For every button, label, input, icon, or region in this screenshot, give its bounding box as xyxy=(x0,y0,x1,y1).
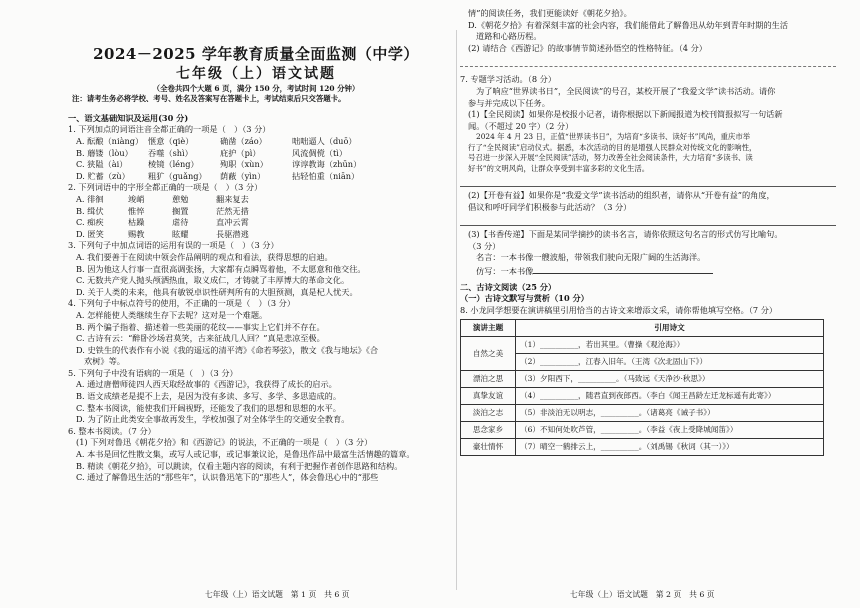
q6-stem: 6. 整本书阅读。（7 分） xyxy=(68,425,156,436)
imitate-line xyxy=(460,264,836,278)
theme-cell: 漂泊之思 xyxy=(461,371,516,388)
table-header-poem: 引用诗文 xyxy=(516,320,824,337)
exam-title: 2024－2025 学年教育质量全面监测（中学） xyxy=(93,45,419,63)
q3-option: D. 关于人类的未来，他具有敏锐卓识性研判所有的大胆预测，真是杞人忧天。 xyxy=(76,286,358,297)
table-row xyxy=(461,371,824,388)
q7-intro: 为了响应“世界读书日”，全民阅读”的号召，某校开展了“我爱文学”读书活动。请你 xyxy=(476,85,776,96)
q5-option: C. 整本书阅读，能使我们开阔视野，还能发了我们的思想和思想的水平。 xyxy=(76,402,341,413)
q1-option-row: C. 狭隘（ài） 棱镜（léng） 殉职（xùn） 谆谆教诲（zhūn） xyxy=(76,159,362,170)
q2-stem: 2. 下列词语中的字形全都正确的一项是（ ）（3 分） xyxy=(68,182,263,193)
poem-cell: （7）晴空一鹤排云上，__________。（刘禹锡《秋词（其一）》） xyxy=(516,439,824,456)
theme-cell: 自然之美 xyxy=(461,337,516,371)
q1-option-row: B. 蘑镂（lòu） 吞噬（shì） 庇护（pì） 风流倜傥（tì） xyxy=(76,147,348,158)
q7-3-stem-continued: （3 分） xyxy=(468,240,501,251)
answer-line xyxy=(460,66,836,68)
imitate-prompt: 仿写：一本书像 xyxy=(476,265,534,276)
q5-stem: 5. 下列句子中没有语病的一项是（ ）（3 分） xyxy=(68,367,238,378)
q3-stem: 3. 下列句子中加点词语的运用有误的一项是（ ）（3 分） xyxy=(68,240,279,251)
q7-1-stem: (1)【全民阅读】如果你是校报小记者，请你根据以下新闻报道为校刊简报拟写一句话新 xyxy=(468,109,783,120)
q7-intro-continued: 参与并完成以下任务。 xyxy=(468,97,550,108)
q4-option: C. 古诗有云：“醉卧沙场君莫笑，古来征战几人回？”真是悲凉至极。 xyxy=(76,333,325,344)
news-passage-line: 好书”的文明风尚，让群众享受到丰富多彩的文化生活。 xyxy=(468,163,650,173)
answer-line xyxy=(460,225,836,226)
imitate-blank xyxy=(533,264,713,274)
poem-table xyxy=(460,319,824,456)
exam-subject-title: 七年级（上）语文试题 xyxy=(176,66,336,82)
poem-cell: （6）不知何处吹芦管，__________。（李益《夜上受降城闻笛》） xyxy=(516,422,824,439)
table-row xyxy=(461,405,824,422)
q7-2-stem: (2)【开卷有益】如果你是“我爱文学”读书活动的组织者，请你从“开卷有益”的角度， xyxy=(468,189,775,200)
q4-option: B. 两个骗子指着、描述着一些美丽的花纹——事实上它们并不存在。 xyxy=(76,321,325,332)
q7-stem: 7. 专题学习活动。（8 分） xyxy=(460,74,557,85)
q5-option: A. 通过唐僧师徒四人西天取经故事的《西游记》，我获得了成长的启示。 xyxy=(76,379,337,390)
q1-option-row: A. 酝酿（niàng） 惬意（qiè） 确凿（záo） 咄咄逼人（duō） xyxy=(76,136,357,146)
q6-option-continued: 情”的阅读任务，我们更能读好《朝花夕拾》。 xyxy=(468,8,632,18)
q6-option-d-continued: 道路和心路历程。 xyxy=(476,31,542,42)
poem-cell: （5）非淡泊无以明志，__________。（诸葛亮《诫子书》） xyxy=(516,405,824,422)
table-row xyxy=(461,354,824,371)
q4-option-continued: 欢树》等。 xyxy=(84,356,125,367)
q4-stem: 4. 下列句子中标点符号的使用，不正确的一项是（ ）（3 分） xyxy=(68,298,296,309)
page-2-footer: 七年级（上）语文试题 第 2 页 共 6 页 xyxy=(570,590,715,599)
table-header-row xyxy=(461,320,824,337)
exam-notice: 注：请考生务必将学校、考号、姓名及答案写在答题卡上，考试结束后只交答题卡。 xyxy=(72,94,346,104)
q2-option-row: A. 徘徊 竣峭 憩勉 翻来复去 xyxy=(76,193,249,204)
q3-option: B. 因为他这人行事一直很高调张扬，大家都有点瞬骂着他，不太愿意和他交往。 xyxy=(76,263,366,274)
theme-cell: 淡泊之志 xyxy=(461,405,516,422)
page-divider xyxy=(456,30,457,590)
section-1-heading: 一、语文基础知识及运用(30 分) xyxy=(68,112,189,123)
q6-option-d: D.《朝花夕拾》有着深刻丰富的社会内容，我们能借此了解鲁迅从幼年到青年时期的生活 xyxy=(468,19,789,30)
q3-option: C. 无数共产党人抛头颅洒热血，取义成仁，才铸就了丰厚博大的革命文化。 xyxy=(76,275,350,286)
q2-option-row: C. 痴疾 枯躁 虐待 直冲云霄 xyxy=(76,217,249,228)
q3-option: A. 我们要善于在阅读中领会作品阐明的观点和看法，获得思想的启迪。 xyxy=(76,251,333,262)
table-row xyxy=(461,422,824,439)
q8-stem: 8. 小龙同学想要在演讲稿里引用恰当的古诗文来增添文采，请你帮他填写空格。（7 分） xyxy=(460,304,778,315)
theme-cell: 豪壮情怀 xyxy=(461,439,516,456)
poem-cell: （4）__________，随君直到夜郎西。（李白《闻王昌龄左迁龙标遥有此寄》） xyxy=(516,388,824,405)
page-1-footer: 七年级（上）语文试题 第 1 页 共 6 页 xyxy=(205,590,350,599)
theme-cell: 思念家乡 xyxy=(461,422,516,439)
section-2-heading: 二、古诗文阅读（25 分） xyxy=(460,281,557,292)
q1-stem: 1. 下列加点的词语注音全都正确的一项是（ ）（3 分） xyxy=(68,124,271,135)
table-row xyxy=(461,337,824,354)
q2-option-row: B. 缉伏 惟悴 搁置 茫然无措 xyxy=(76,205,249,216)
section-2-sub-heading: （一）古诗文默写与赏析（10 分） xyxy=(460,293,589,304)
quote-line: 名言：一本书像一艘波船，带领我们驶向无限广阔的生活海洋。 xyxy=(476,252,706,263)
news-passage-line: 号召进一步深入开展“全民阅读”活动，努力改善全社会阅读条件，大力培育“多读书、读 xyxy=(468,153,753,163)
page-2 xyxy=(460,0,860,608)
q2-option-row: D. 匿笑 赐教 眩耀 長驱潜逃 xyxy=(76,228,249,239)
news-passage-line: 行了“全民阅读”启动仪式。据悉，本次活动的目的是增强人民群众对传统文化的影响性， xyxy=(468,142,757,152)
theme-cell: 真挚友谊 xyxy=(461,388,516,405)
poem-cell: （2）__________，江春入旧年。（王湾《次北固山下》） xyxy=(516,354,824,371)
poem-cell: （1）__________，若出其里。（曹操《观沧海》） xyxy=(516,337,824,354)
q7-2-stem-continued: 倡议和呼吁同学们积极参与此活动？（3 分） xyxy=(468,201,632,212)
q7-3-stem: (3)【书香传递】下面是某同学摘抄的读书名言，请你依照这句名言的形式仿写比喻句。 xyxy=(468,229,783,240)
poem-cell: （3）夕阳西下，__________。（马致远《天净沙·秋思》） xyxy=(516,371,824,388)
q7-1-stem-continued: 闻。（不超过 20 字）（2 分） xyxy=(468,120,574,131)
q6-sub2-stem: (2) 请结合《西游记》的故事情节简述孙悟空的性格特征。（4 分） xyxy=(468,42,707,53)
q6-option: C. 通过了解鲁迅生活的“那些年”，认识鲁迅笔下的“那些人”，体会鲁迅心中的“那些 xyxy=(76,472,379,483)
table-row xyxy=(461,388,824,405)
q6-option: B. 精读《朝花夕拾》，可以跳读，仅看主题内容的阅读，有利于把握作者创作思路和结构。 xyxy=(76,460,403,471)
news-passage-line: 2024 年 4 月 23 日，正值“世界读书日”，为培育“多读书、读好书”风尚，重庆市举 xyxy=(476,132,751,142)
q1-option-row: D. 贮蓄（zù） 粗犷（guǎng） 荫蔽（yìn） 拈轻怕重（niān） xyxy=(76,170,360,181)
q4-option: D. 史铁生的代表作有小说《我的遥远的清平湾》《命若琴弦》，散文《我与地坛》《合 xyxy=(76,344,379,355)
q4-option: A. 怎样能使人类继续生存下去呢？这对是一个难题。 xyxy=(76,309,268,320)
table-header-theme: 演讲主题 xyxy=(461,320,516,337)
q6-sub1-stem: (1) 下列对鲁迅《朝花夕拾》和《西游记》的说法，不正确的一项是（ ）（3 分） xyxy=(76,437,373,448)
q5-option: B. 语文成绩老是提不上去，是因为没有多读、多写、多学、多思造成的。 xyxy=(76,391,342,402)
answer-line xyxy=(460,186,836,187)
q5-option: D. 为了防止此类安全事故再发生，学校加强了对全体学生的交通安全教育。 xyxy=(76,414,350,425)
exam-info: （全卷共四个大题 6 页，满分 150 分，考试时间 120 分钟） xyxy=(152,84,360,93)
q6-option: A. 本书是回忆性散文集，或写人或记事，或记事兼议论，是鲁迅作品中最富生活情趣的篇章。 xyxy=(76,449,415,460)
table-row xyxy=(461,439,824,456)
